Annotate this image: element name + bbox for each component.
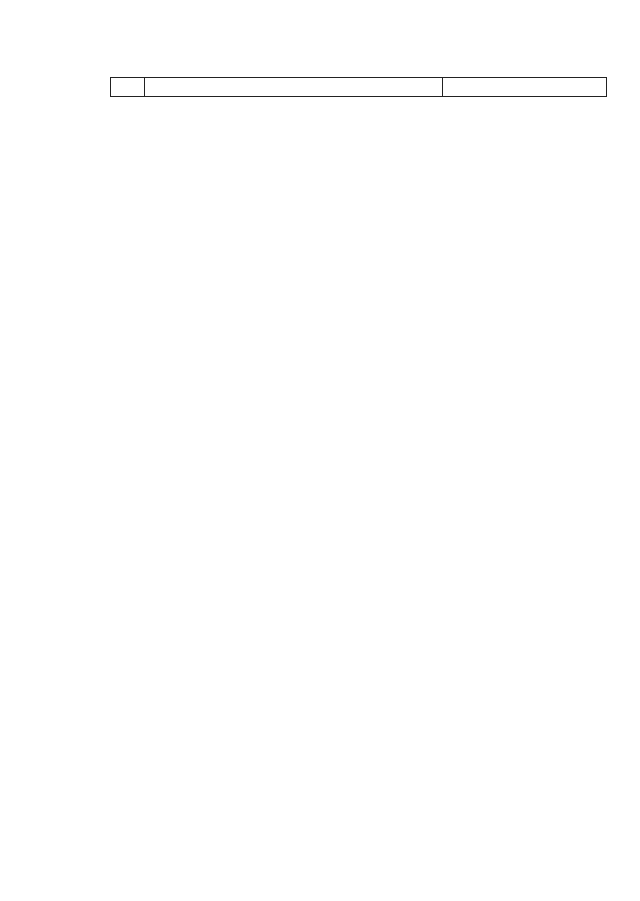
table-header [110,77,607,97]
table-header-col-1 [111,78,145,96]
table-header-col-3 [443,78,606,96]
table-header-col-2 [145,78,443,96]
